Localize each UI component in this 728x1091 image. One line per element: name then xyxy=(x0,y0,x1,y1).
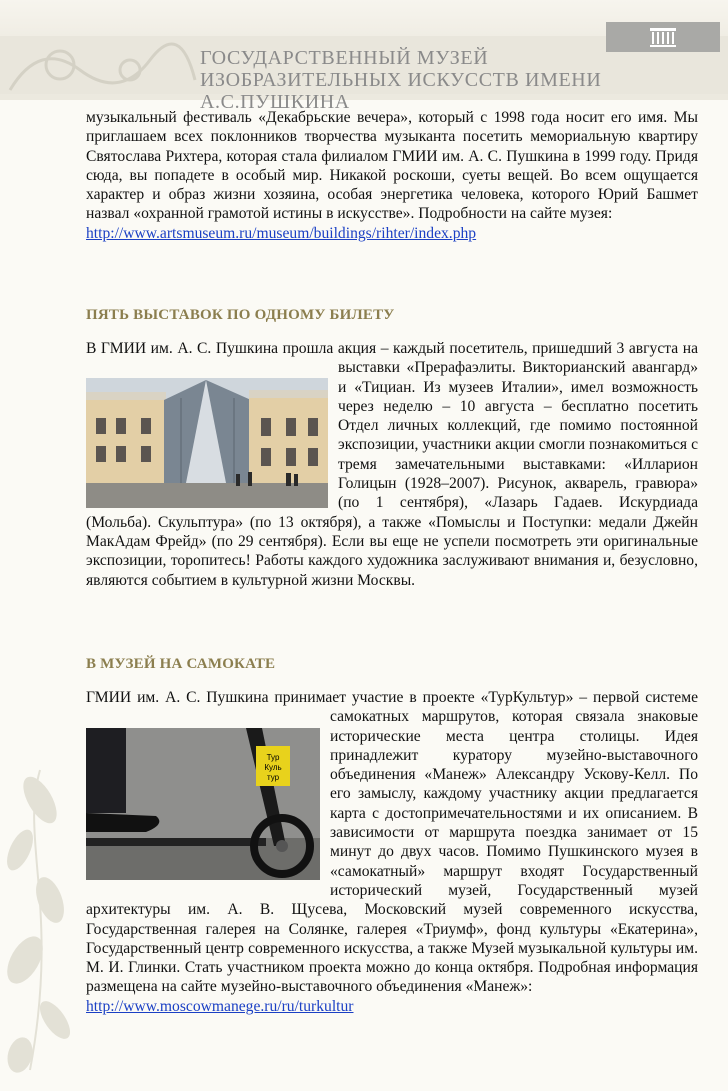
turkultur-link[interactable]: http://www.moscowmanege.ru/ru/turkultur xyxy=(86,997,354,1015)
section-heading-five-exhibitions: ПЯТЬ ВЫСТАВОК ПО ОДНОМУ БИЛЕТУ xyxy=(86,307,395,323)
intro-paragraph: музыкальный фестиваль «Декабрьские вечера», который с 1998 года носит его имя. Мы приглашаем всех поклонников творчества музыканта посетить мемориальную квартиру Святослава Рихтера, которая стала филиалом ГМИИ им. А. С. Пушкина в 1999 году. Придя сюда, вы попадете в особый мир. Никакой роскоши, суеты вещей. Во всем ощущается характер и образ жизни хозяина, особая энергетика человека, которого Юрий Башмет назвал «охранной грамотой истины в искусстве». Подробности на сайте музея: xyxy=(86,109,698,223)
floral-ornament-icon xyxy=(0,760,78,1080)
museum-title xyxy=(200,47,700,113)
museum-title-line1: ГОСУДАРСТВЕННЫЙ МУЗЕЙ xyxy=(200,47,489,69)
section2-block xyxy=(86,688,698,1016)
section2-paragraph: ГМИИ им. А. С. Пушкина принимает участие в проекте «ТурКультур» – первой системе самокатных маршрутов, которая связала знаковые исторические места центра столицы. Идея принадлежит куратору музейно-выставочного объединения «Манеж» Александру Ускову-Келл. По его замыслу, каждому участнику акции предлагается карта с достопримечательностями и их описанием. В зависимости от маршрута поездка занимает от 15 минут до двух часов. Помимо Пушкинского музея в «самокатный» маршрут входят Государственный исторический музей, Государственный музей архитектуры им. А. В. Щусева, Московский музей современного искусства, Государственная галерея на Солянке, галерея «Триумф», фонд культуры «Екатерина», Государственный центр современного искусства, а также Музей музыкальной культуры им. М. И. Глинки. Стать участником проекта можно до конца октября. Подробная информация размещена на сайте музейно-выставочного объединения «Манеж»: xyxy=(86,689,698,996)
scooter-photo xyxy=(86,728,320,880)
section-heading-scooter: В МУЗЕЙ НА САМОКАТЕ xyxy=(86,656,276,672)
section1-block xyxy=(86,339,698,590)
ornament-icon xyxy=(0,30,200,100)
rihter-link[interactable]: http://www.artsmuseum.ru/museum/buildings/rihter/index.php xyxy=(86,224,477,242)
svg-text:тур: тур xyxy=(266,773,280,782)
svg-text:Куль: Куль xyxy=(264,763,282,772)
museum-building-photo xyxy=(86,378,328,508)
section1-paragraph: В ГМИИ им. А. С. Пушкина прошла акция – каждый посетитель, пришедший 3 августа на выставки «Прерафаэлиты. Викторианский авангард» и «Тициан. Из музеев Италии», имел возможность через неделю – 10 августа – бесплатно посетить Отдел личных коллекций, где помимо постоянной экспозиции, участники акции смогли познакомиться с тремя замечательными выставками: «Илларион Голицын (1928–2007). Рисунок, акварель, гравюра» (по 1 сентября), «Лазарь Гадаев. Искурдиада (Мольба). Скульптура» (по 13 октября), а также «Помыслы и Поступки: медали Джейн МакАдам Фрейд» (по 29 сентября). Если вы еще не успели посмотреть эти оригинальные экспозиции, торопитесь! Работы каждого художника заслуживают внимания и, безусловно, являются событием в культурной жизни Москвы. xyxy=(86,340,698,589)
museum-title-line2: ИЗОБРАЗИТЕЛЬНЫХ ИСКУССТВ ИМЕНИ А.С.ПУШКИНА xyxy=(200,69,602,113)
sign-text: Тур xyxy=(266,753,280,762)
museum-logo xyxy=(606,22,720,52)
intro-block xyxy=(86,108,698,243)
colonnade-icon xyxy=(606,22,720,52)
